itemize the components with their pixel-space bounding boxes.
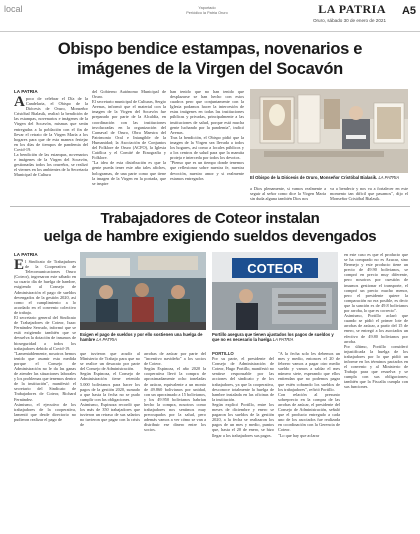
article1-column-4: a Dios plenamente, si vamos realmente a seguir al señor como dice la Virgen María sin duda alguna también Dios nos (250, 186, 326, 202)
article1-photo-credit: LA PATRIA (378, 175, 400, 180)
article2-photo2-caption (212, 332, 338, 342)
coteor-banner-text: COTEOR (247, 261, 303, 276)
article2-photo-portillo (212, 252, 338, 330)
article1-photo-caption-text: El Obispo de la Diócesis de Oruro, Monseñor Cristóbal Bialasik. (250, 175, 378, 180)
article2-column-1 (14, 259, 76, 531)
masthead-small (162, 6, 252, 16)
article2-column-3: arrobas de azúcar por parte del "incentivo navideño" a los socios de Coteor. Según Espinoza, el año 2020 la cooperativa llevó la compra de aproximadamente ocho toneladas de azúcar, equivalente a un monto de 49.860 bolivianos por unidad, con un aproximado a 15 bolivianos, y los 49.950 bolivianos habrían hecho la compra, nosotros como trabajadores nos sentimos muy preocupados por la salud, pero además vamos a ver cómo se van a distribuir ese dinero entre los socios. (144, 351, 206, 433)
hunger-strike-photo (80, 252, 206, 330)
page-number: A5 (401, 5, 416, 17)
article1-drop-cap: A (14, 96, 25, 110)
bishop-blessing-photo (250, 89, 408, 173)
article-divider (10, 206, 410, 207)
coteor-office-photo (212, 252, 338, 330)
article1-photo-caption (250, 175, 410, 180)
article2-drop-cap: E (14, 259, 25, 273)
issue-date: Oruro, sábado 30 de enero de 2021 (312, 18, 386, 23)
newspaper-brand: LA PATRIA (318, 2, 386, 16)
masthead-line-2: Periódico la Patria Oruro (186, 11, 228, 15)
article2-photo2-credit: LA PATRIA (272, 337, 294, 342)
article2-column-5: "A la fecha solo les debemos un mes y medio, entonces el 20 de febrero vamos a pagar otro medio sueldo y vamos a saldar el mes número siete, esperando que ellos entiendan que no podemos pagar que estén cobrando los sueldos de los trabajadores", refirió Portillo. Con relación al presunto sobreprecio en la compra de las arrobas de azúcar, el presidente del Consejo de Administración, señaló que el producto entregado a cada uno de los asociados fue realizada en coordinación con la Gerencia de Coteor. "Lo que hay que aclarar (278, 351, 340, 438)
article2-photo2-caption-text: Portillo asegura que tienen ajustados los pagos de sueldos y que no es necesario la huelga (212, 332, 334, 342)
article1-headline: Obispo bendice estampas, novenarios e imágenes de la Virgen del Socavón (57, 40, 363, 78)
article2-subhead-portillo: PORTILLO (212, 351, 234, 356)
article2-photo1-caption-text: Exigen el pago de sueldos y por ello sostienen una huelga de hambre (80, 332, 203, 342)
article2-dateline: LA PATRIA (14, 252, 38, 257)
section-label: local (4, 4, 23, 14)
article1-column-2: del Gobierno Autónomo Municipal de Oruro. El secretario municipal de Culturas, Sergio Avenas, informó que el material con la imagen de la Virgen del Socavón fue preparado por parte de la Alcaldía, en coordinación con las instituciones involucradas en la organización del Carnaval de Oruro, Obra Maestra del Patrimonio Oral e Intangible de la Humanidad; la Asociación de Conjuntos del Folklore de Oruro (ACFO), la Iglesia Católica y el Comité de Etnografía y Folklore. "La idea de esta distribución es que la gente pueda tener este año tales afiches, hologramas, de una parte como que tiene la imagen de la Virgen en la portada, que se inspire (92, 89, 166, 186)
article1-photo (250, 89, 408, 173)
article1-dateline: LA PATRIA (14, 89, 38, 94)
article1-column-1 (14, 96, 88, 203)
article2-column-4-text: Por su parte, el presidente del Consejo de Administración de Coteor, Hugo Portillo, manifestó no sentirse responsable por las acciones del sindicato y de los trabajadores, ya que la cooperativa, desconoce totalmente la huelga de hambre instalada en las oficinas de la institución. Según explicó Portillo, entre los meses de diciembre y enero se pagaron los sueldos de la gestión 2020, a la fecha se realizaron los pagos de un mes y medio, puntos que, hasta el 20 de enero, se hizo llegar a los trabajadores sus pagos. (212, 356, 274, 438)
article2-column-6: en este caso es que el producto que se ha comprado no es Azucar, sino Bermejo y este producto tiene un precio de 49.90 bolivianos, se compró en precio muy diferente, pero nosotros por cuestión de insumos gestionar el transporte, el compró un precio mucho menor, pero el presidente quiere la comparación no era posible, es decir que la sanción es de 49.8 bolivianos por arroba, lo que es correcto". Asimismo, Portillo aclaró que cuando se pidió el primer lote de arrobas de azúcar, a partir del 15 de enero, se entregó a los asociados un efectivo de 49.80 bolivianos por arroba. Por último, Portillo consideró injustificada la huelga de los trabajadores por lo que pidió un informe en los términos pactados en el convenio y al Ministerio de Trabajo para que resuelva y se cumpla con sus obligaciones; también que la Fiscalía cumpla con sus funciones. (344, 252, 408, 390)
article1-column-5: va a bendecir y nos va a fortalecer en este momento tan difícil que pasamos", dijo el Monseñor Cristóbal Bialasik. (330, 186, 408, 202)
article2-column-1-text: l Sindicato de Trabajadores de la Cooperativa de Telecomunicaciones Oruro (Coteor), ingresaron este sábado en su cuarto día de huelga de hambre, exigiendo al Consejo de Administración el pago de sueldos devengados de la gestión 2020, así como el cumplimiento a lo acordado en el convenio colectivo de trabajo. El secretario general del Sindicato de Trabajadores de Coteor, Isaac Fernández Serrudo, informó que se está exigiendo también que se devuelva la dotación de insumos de bioseguridad a todos los trabajadores debido al Covid-19. "Lamentablemente, nosotros hemos tenido que asumir esta medida porque el Consejo de Administración no le da las ganas de atender las situaciones laborales y los problemas que tenemos dentro de la institución", manifestó el secretario del Sindicato de Trabajadores de Coteor, Richard Fernández. Asimismo, el ejecutivo de los trabajadores de la cooperativa, lamentó que desde directorio no pudieron realizar el pago de (14, 259, 76, 422)
article2-photo-hunger-strike (80, 252, 206, 330)
article2-column-4 (212, 351, 274, 531)
article2-photo1-credit: LA PATRIA (96, 337, 117, 342)
page-header (0, 0, 420, 32)
article2-column-2: que tuvieron que acudir al Ministerio de Trabajo para que no se realice un desacato por parte del Consejo de Administración. Según Espinoza, el Consejo de Administración tiene retenido 5.000 bolivianos para hacer los pagos de la gestión 2020, sumado a que hasta la fecha no se pudo cumplir con las obligaciones. Asimismo, Espinoza recordó que los más de 350 trabajadores que tuvieron un retraso de sus salarios no tuvieron que pagar con la crisis de (80, 351, 140, 428)
article2-photo1-caption (80, 332, 206, 342)
article2-headline: Trabajadores de Coteor instalan uelga de hambre exigiendo sueldos devengados (43, 210, 377, 245)
article1-column-3: han tenido que no han tenido que desplazarse se han hecho con estos cuadros pero que conjuntamente con la Iglesia podamos hacer la intercesión de estas imágenes en todas las instituciones públicas y privadas, principalmente a las instituciones de salud, porque está mucha gente luchando por la pandemia", indicó Avenas. Tras la bendición, el Obispo pidió que la imagen de la Virgen sea llevada a todos los hogares, así como a locales públicos y a los centros de salud para que la mamita proteja e interceda por todos los devotos. "Pienso que es un tiempo donde tenemos que reflexionar sobre nuestra fe, nuestra devoción, nuestro amor y si realmente estamos entregados (170, 89, 244, 181)
masthead-line-1: Yaportado (198, 6, 216, 10)
article1-column-1-text: poco de celebrar el Día de la Candelaria, el Obispo de la Diócesis de Oruro, Monseñor Cristóbal Bialasik, realizó la bendición de las estampas, novenarios e imágenes de la Virgen del Socavón, mismas que serán entregadas a la población con el fin de llevar el retrato de la Virgen María a los hogares para que de esta manera festejar en los días de tiempos de pandemia del Covid-19. La bendición de las estampas, novenarios e imágenes de la Virgen del Socavón, gestionadas todos los orureños, se realizó el viernes en los ambientes de la Secretaría Municipal de Cultura (14, 96, 88, 178)
